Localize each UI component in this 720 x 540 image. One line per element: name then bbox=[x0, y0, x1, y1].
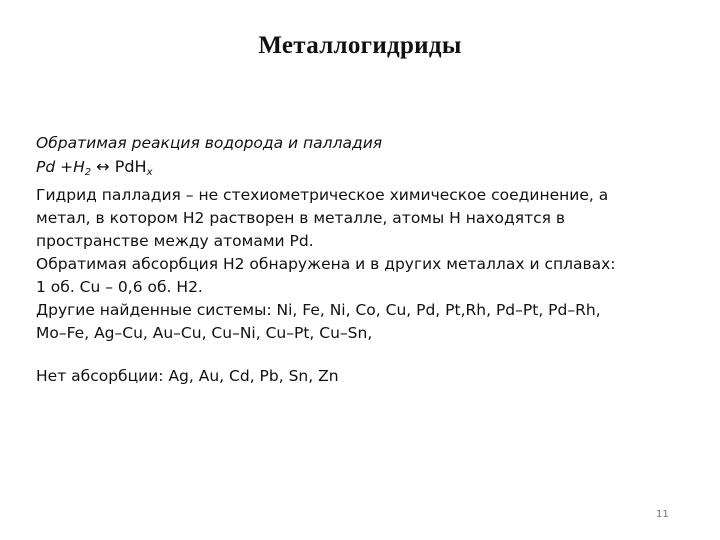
slide-title: Металлогидриды bbox=[258, 32, 462, 59]
page-number: 11 bbox=[656, 509, 669, 520]
spacer bbox=[36, 345, 696, 365]
reaction-equation bbox=[36, 155, 696, 184]
slide-content bbox=[36, 132, 696, 388]
text-line: Mo–Fe, Ag–Cu, Au–Cu, Cu–Ni, Cu–Pt, Cu–Sn, bbox=[36, 324, 373, 342]
subtitle-line: Обратимая реакция водорода и палладия bbox=[36, 134, 383, 152]
equation-arrow: ↔ bbox=[91, 157, 115, 176]
equation-lhs-subscript: 2 bbox=[84, 167, 92, 178]
equation-rhs: PdH bbox=[114, 157, 147, 176]
text-line: Обратимая абсорбция Н2 обнаружена и в других металлах и сплавах: bbox=[36, 255, 616, 273]
text-line: Гидрид палладия – не стехиометрическое химическое соединение, а bbox=[36, 186, 609, 204]
equation-lhs: Pd +H bbox=[36, 158, 85, 176]
text-line: Другие найденные системы: Ni, Fe, Ni, Co, Cu, Pd, Pt,Rh, Pd–Pt, Pd–Rh, bbox=[36, 301, 601, 319]
text-line: 1 об. Cu – 0,6 об. Н2. bbox=[36, 278, 203, 296]
no-absorption-line: Нет абсорбции: Ag, Au, Cd, Pb, Sn, Zn bbox=[36, 367, 339, 385]
equation-rhs-subscript: x bbox=[146, 167, 153, 178]
text-line: метал, в котором Н2 растворен в металле, атомы Н находятся в bbox=[36, 209, 566, 227]
text-line: пространстве между атомами Pd. bbox=[36, 232, 314, 250]
